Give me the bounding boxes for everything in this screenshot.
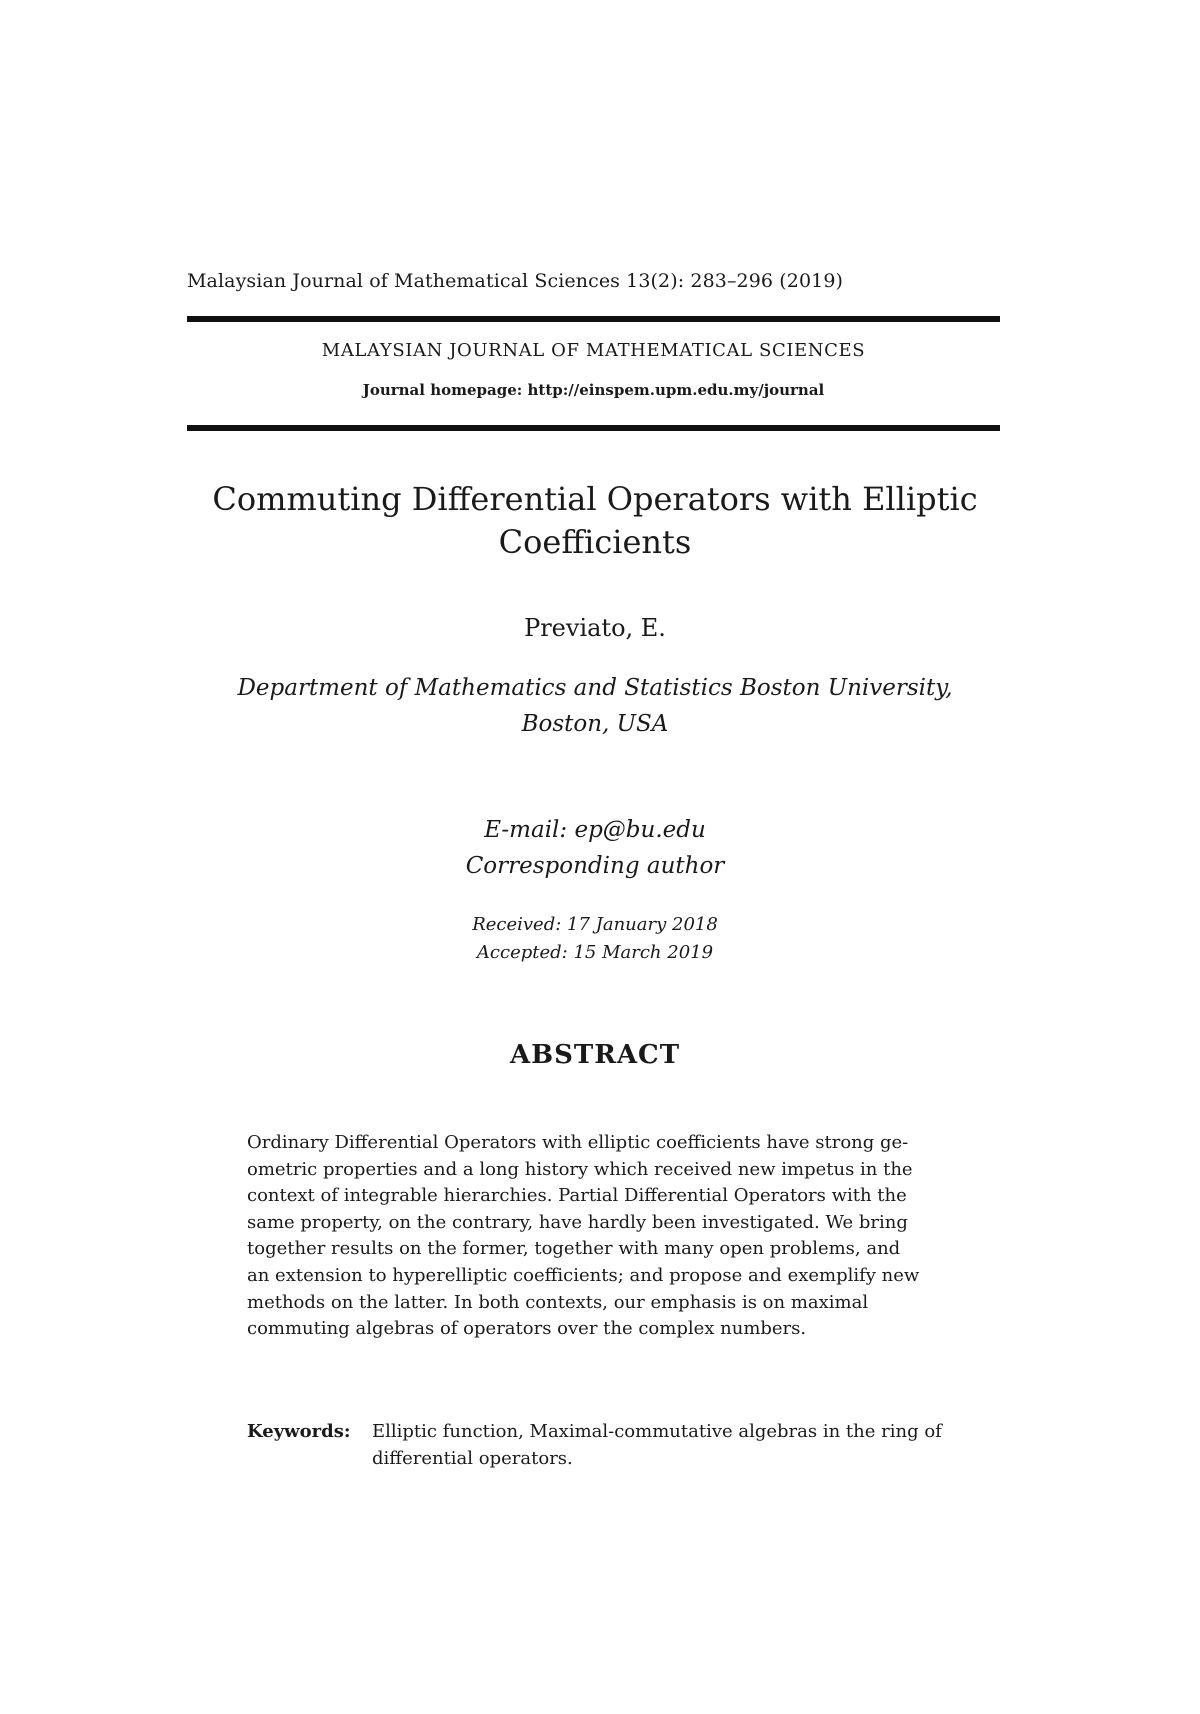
abstract-line: an extension to hyperelliptic coefficients; and propose and exemplify new: [247, 1264, 920, 1286]
journal-citation: Malaysian Journal of Mathematical Sciences 13(2): 283–296 (2019): [187, 270, 844, 292]
abstract-line: together results on the former, together with many open problems, and: [247, 1238, 901, 1260]
abstract-line: commuting algebras of operators over the complex numbers.: [247, 1318, 807, 1340]
abstract-line: ometric properties and a long history which received new impetus in the: [247, 1158, 913, 1180]
journal-homepage: Journal homepage: http://einspem.upm.edu.my/journal: [362, 381, 825, 399]
affiliation-line-2: Boston, USA: [521, 711, 669, 737]
keywords-text: Elliptic function, Maximal-commutative algebras in the ring of differential operators.: [372, 1421, 942, 1469]
received-date: Received: 17 January 2018: [472, 914, 718, 935]
corresponding-author-note: Corresponding author: [465, 853, 725, 879]
abstract-line: same property, on the contrary, have hardly been investigated. We bring: [247, 1211, 908, 1233]
author-name: Previato, E.: [524, 614, 666, 642]
affiliation-line-1: Department of Mathematics and Statistics Boston University,: [237, 675, 953, 701]
header-rule-bottom: [187, 425, 1000, 431]
author-affiliation: [150, 670, 1040, 742]
abstract-line: methods on the latter. In both contexts, our emphasis is on maximal: [247, 1291, 869, 1313]
accepted-date: Accepted: 15 March 2019: [476, 942, 714, 963]
abstract-heading: ABSTRACT: [509, 1040, 681, 1070]
header-rule-top: [187, 316, 1000, 322]
keywords-label: Keywords:: [247, 1421, 351, 1442]
journal-name: MALAYSIAN JOURNAL OF MATHEMATICAL SCIENCES: [321, 340, 866, 361]
abstract-line: Ordinary Differential Operators with elliptic coefficients have strong ge-: [247, 1132, 909, 1153]
paper-title: Commuting Differential Operators with Elliptic Coefficients: [212, 480, 978, 561]
abstract-line: context of integrable hierarchies. Partial Differential Operators with the: [247, 1185, 907, 1207]
author-contact: [150, 812, 1040, 884]
abstract-body: [247, 1130, 937, 1343]
submission-dates: [150, 911, 1040, 967]
author-email: E-mail: ep@bu.edu: [484, 817, 706, 843]
